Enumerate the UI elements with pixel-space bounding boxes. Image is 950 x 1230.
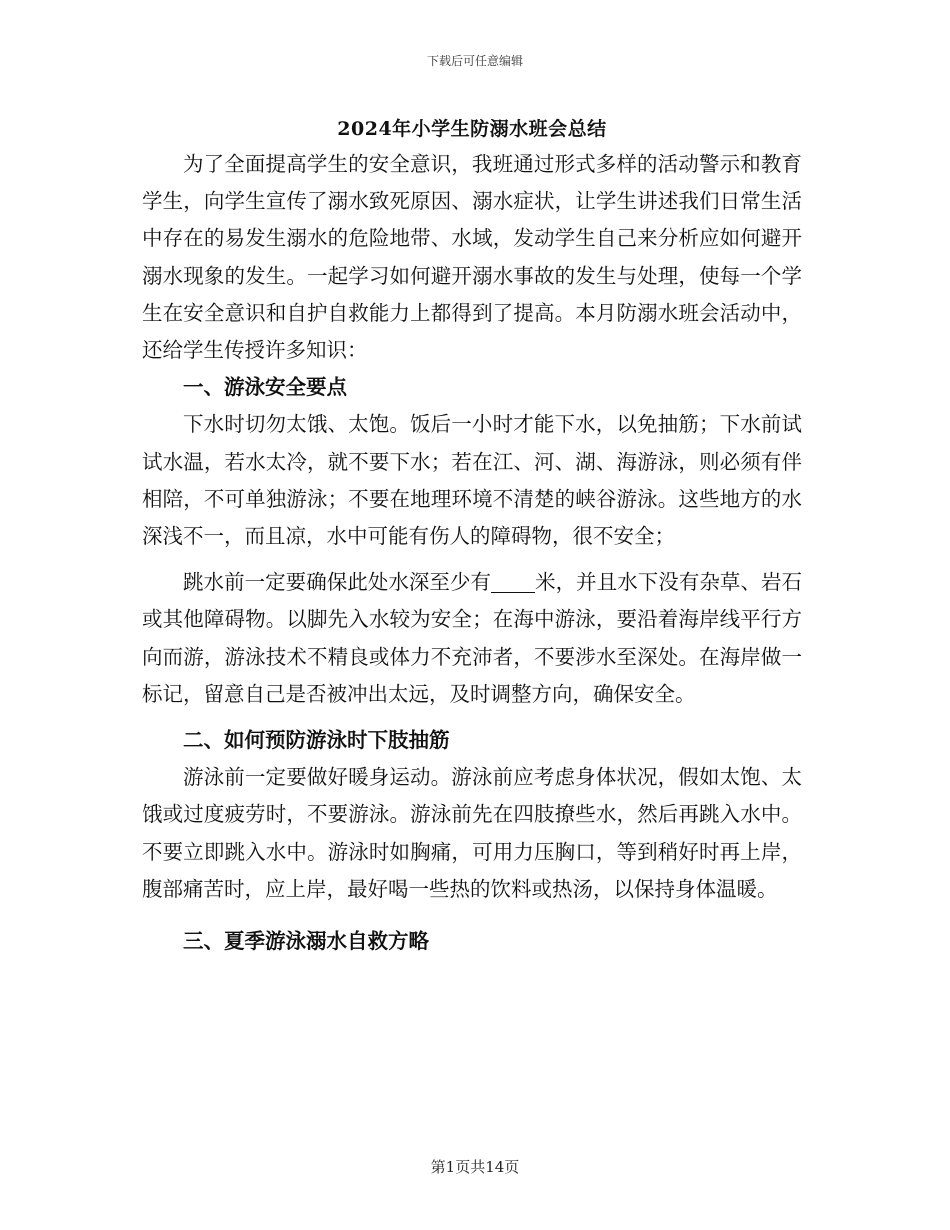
- document-body: [142, 112, 802, 960]
- section-1-paragraph-2: [142, 564, 802, 713]
- section-heading-1: 一、游泳安全要点: [183, 375, 347, 400]
- section-1-paragraph-1: 下水时切勿太饿、太饱。饭后一小时才能下水，以免抽筋；下水前试试水温，若水太冷，就不要下水；若在江、河、湖、海游泳，则必须有伴相陪，不可单独游泳；不要在地理环境不清楚的峡谷游泳。这些地方的水深浅不一，而且凉，水中可能有伤人的障碍物，很不安全；: [142, 412, 802, 549]
- section-heading-3: 三、夏季游泳溺水自救方略: [183, 929, 429, 954]
- page-header: 下载后可任意编辑: [426, 54, 523, 68]
- fill-in-blank: [491, 572, 535, 594]
- document-title: 2024年小学生防溺水班会总结: [337, 118, 607, 140]
- intro-paragraph: 为了全面提高学生的安全意识，我班通过形式多样的活动警示和教育学生，向学生宣传了溺水致死原因、溺水症状，让学生讲述我们日常生活中存在的易发生溺水的危险地带、水域，发动学生自己来分析应如何避开溺水现象的发生。一起学习如何避开溺水事故的发生与处理，使每一个学生在安全意识和自护自救能力上都得到了提高。本月防溺水班会活动中，还给学生传授许多知识：: [142, 152, 802, 363]
- page-footer: 第1页共14页: [430, 1158, 520, 1176]
- section-heading-2: 二、如何预防游泳时下肢抽筋: [183, 728, 450, 753]
- paragraph-text-after-blank: 米，并且水下没有杂草、岩石或其他障碍物。以脚先入水较为安全；在海中游泳，要沿着海岸线平行方向而游，游泳技术不精良或体力不充沛者，不要涉水至深处。在海岸做一标记，留意自己是否被冲出太远，及时调整方向，确保安全。: [142, 570, 803, 706]
- section-2-paragraph-1: 游泳前一定要做好暖身运动。游泳前应考虑身体状况，假如太饱、太饿或过度疲劳时，不要游泳。游泳前先在四肢撩些水，然后再跳入水中。不要立即跳入水中。游泳时如胸痛，可用力压胸口，等到稍好时再上岸，腹部痛苦时，应上岸，最好喝一些热的饮料或热汤，以保持身体温暖。: [142, 765, 802, 901]
- paragraph-text-before-blank: 跳水前一定要确保此处水深至少有: [183, 570, 492, 595]
